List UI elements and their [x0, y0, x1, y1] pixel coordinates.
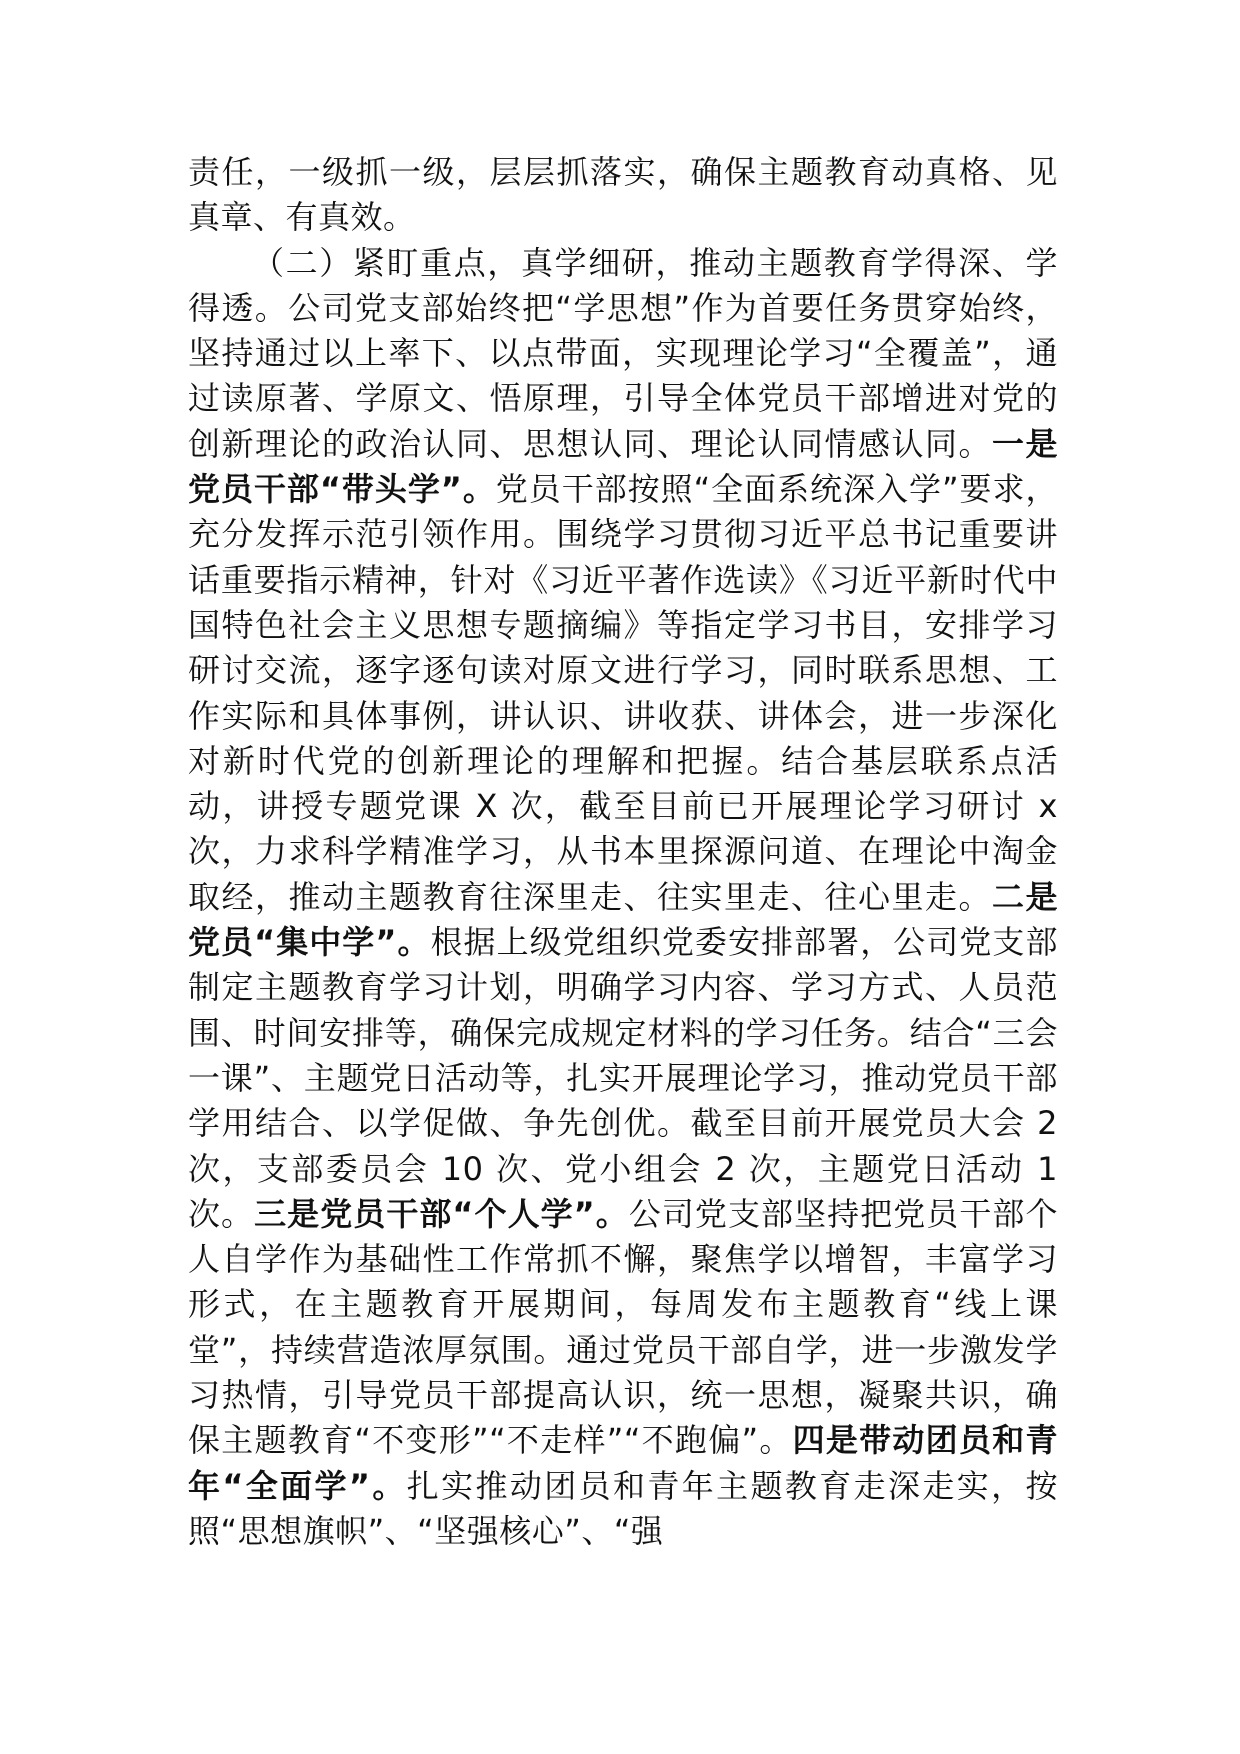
text-run: 责任，一级抓一级，层层抓落实，确保主题教育动真格、见真章、有真效。: [188, 153, 1058, 237]
text-run: 公司党支部坚持把党员干部个人自学作为基础性工作常抓不懈，聚焦学以增智，丰富学习形式，在主题教育开展期间，每周发布主题教育“线上课堂”，持续营造浓厚氛围。通过党员干部自学，进一步激发学习热情，引导党员干部提高认识，统一思想，凝聚共识，确保主题教育“不变形”“不走样”“不跑偏”。: [188, 1194, 1058, 1460]
bold-heading-run: 四是带动团员和青年“全面学”。: [188, 1421, 1058, 1505]
paragraph-continuation: [188, 150, 1058, 241]
bold-heading-run: 一是党员干部“带头学”。: [188, 424, 1058, 509]
text-run: 党员干部按照“全面系统深入学”要求，充分发挥示范引领作用。围绕学习贯彻习近平总书记重要讲话重要指示精神，针对《习近平著作选读》《习近平新时代中国特色社会主义思想专题摘编》等指定学习书目，安排学习研讨交流，逐字逐句读对原文进行学习，同时联系思想、工作实际和具体事例，讲认识、讲收获、讲体会，进一步深化对新时代党的创新理论的理解和把握。结合基层联系点活动，讲授专题党课 X 次，截至目前已开展理论学习研讨 x 次，力求科学精准学习，从书本里探源问道、在理论中淘金取经，推动主题教育往深里走、往实里走、往心里走。: [188, 470, 1058, 916]
bold-heading-run: 三是党员干部“个人学”。: [254, 1194, 629, 1233]
document-body: [188, 150, 1058, 1554]
paragraph-section-two: [188, 241, 1058, 1555]
text-run: 根据上级党组织党委安排部署，公司党支部制定主题教育学习计划，明确学习内容、学习方式、人员范围、时间安排等，确保完成规定材料的学习任务。结合“三会一课”、主题党日活动等，扎实开展理论学习，推动党员干部学用结合、以学促做、争先创优。截至目前开展党员大会 2 次，支部委员会 10 次、党小组会 2 次，主题党日活动 1 次。: [188, 923, 1058, 1233]
text-run: 扎实推动团员和青年主题教育走深走实，按照“思想旗帜”、“坚强核心”、“强: [188, 1466, 1058, 1550]
text-run: （二）紧盯重点，真学细研，推动主题教育学得深、学得透。公司党支部始终把“学思想”作为首要任务贯穿始终，坚持通过以上率下、以点带面，实现理论学习“全覆盖”，通过读原著、学原文、悟原理，引导全体党员干部增进对党的创新理论的政治认同、思想认同、理论认同情感认同。: [188, 243, 1058, 463]
bold-heading-run: 二是党员“集中学”。: [188, 877, 1058, 962]
